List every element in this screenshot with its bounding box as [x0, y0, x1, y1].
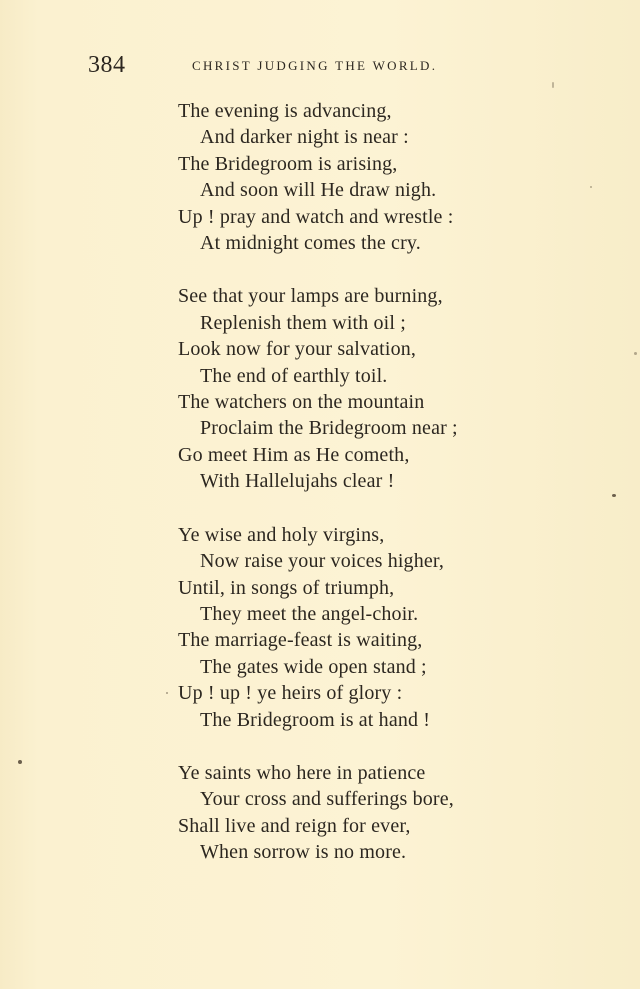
- poem-line: The end of earthly toil.: [200, 364, 388, 387]
- poem-line: And darker night is near :: [200, 126, 409, 149]
- poem-line: Your cross and sufferings bore,: [200, 788, 454, 811]
- stanza-4: [178, 760, 538, 866]
- poem-line: Now raise your voices higher,: [200, 550, 445, 573]
- poem-line: The evening is advancing,: [178, 100, 392, 122]
- paper-speck: [552, 82, 554, 88]
- poem-line: At midnight comes the cry.: [200, 232, 421, 255]
- running-title: CHRIST JUDGING THE WORLD.: [192, 58, 438, 73]
- poem-line: The Bridegroom is arising,: [178, 152, 398, 175]
- stanza-1: [178, 98, 538, 256]
- poem-line: See that your lamps are burning,: [178, 285, 443, 308]
- poem-line: Ye saints who here in patience: [178, 761, 426, 784]
- stanza-3: [178, 522, 538, 733]
- poem-line: Shall live and reign for ever,: [178, 814, 411, 837]
- poem-line: Replenish them with oil ;: [200, 311, 406, 334]
- poem-line: The Bridegroom is at hand !: [200, 708, 431, 731]
- poem-line: When sorrow is no more.: [200, 841, 407, 864]
- poem-line: They meet the angel-choir.: [200, 602, 419, 625]
- poem-line: Ye wise and holy virgins,: [178, 523, 385, 546]
- poem-line: Go meet Him as He cometh,: [178, 443, 410, 466]
- poem-line: Up ! up ! ye heirs of glory :: [178, 682, 403, 705]
- paper-speck: [166, 692, 168, 694]
- poem-line: The marriage-feast is waiting,: [178, 629, 423, 652]
- paper-speck: [612, 494, 616, 497]
- paper-speck: [590, 186, 592, 188]
- poem-line: The watchers on the mountain: [178, 391, 425, 414]
- poem-line: Until, in songs of triumph,: [178, 576, 395, 599]
- poem-line: Look now for your salvation,: [178, 338, 417, 361]
- poem-line: Up ! pray and watch and wrestle :: [178, 205, 454, 228]
- page-number: 384: [88, 52, 126, 78]
- poem-line: And soon will He draw nigh.: [200, 179, 437, 202]
- poem-line: The gates wide open stand ;: [200, 655, 427, 678]
- stanza-2: [178, 283, 538, 494]
- paper-speck: [18, 760, 22, 764]
- poem-line: With Hallelujahs clear !: [200, 470, 395, 493]
- poem: [178, 98, 538, 893]
- paper-speck: [634, 352, 637, 355]
- page-header: [88, 52, 488, 82]
- poem-line: Proclaim the Bridegroom near ;: [200, 417, 458, 440]
